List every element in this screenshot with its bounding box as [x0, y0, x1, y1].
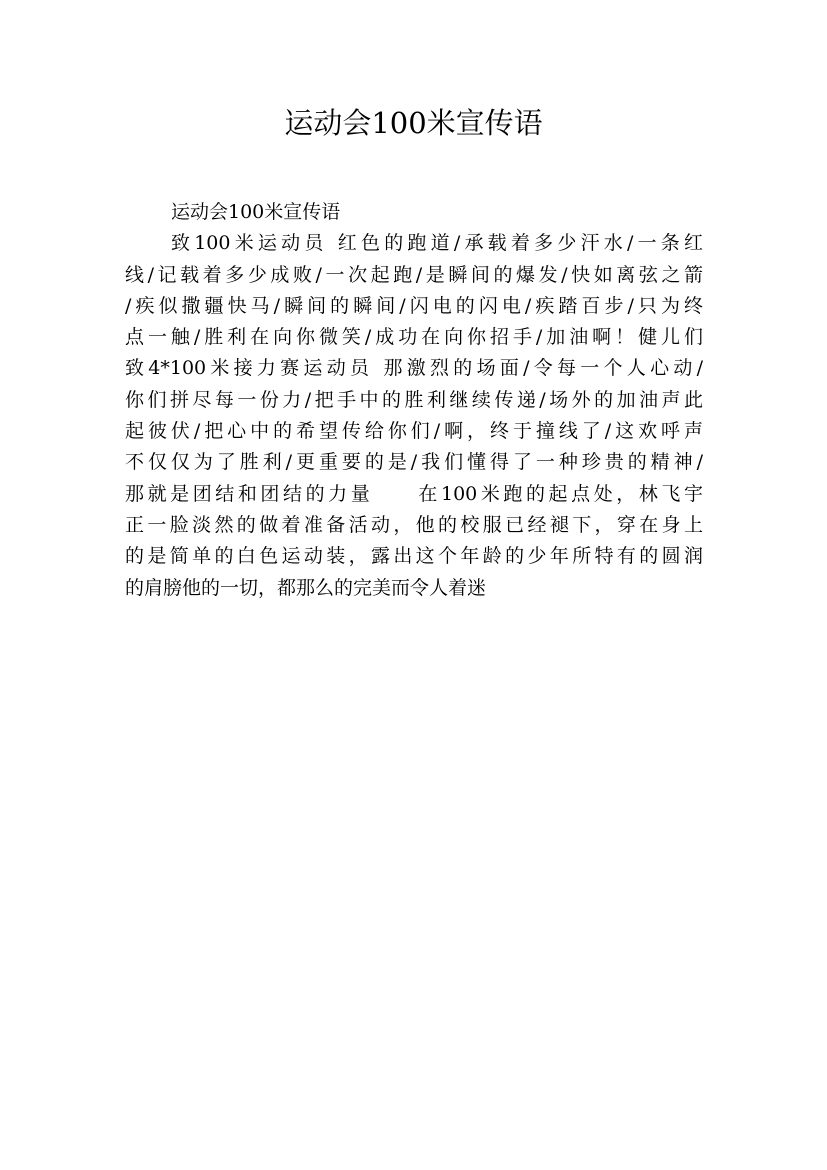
- body-line: 的是简单的白色运动装，露出这个年龄的少年所特有的圆润: [125, 545, 703, 568]
- document-body: [125, 197, 703, 604]
- body-line: /疾似撒疆快马/瞬间的瞬间/闪电的闪电/疾踏百步/只为终: [125, 294, 703, 317]
- body-line-last: 的肩膀他的一切，都那么的完美而令人着迷: [125, 576, 487, 599]
- body-line: 那就是团结和团结的力量 在100米跑的起点处，林飞宇: [125, 482, 703, 505]
- body-line: 点一触/胜利在向你微笑/成功在向你招手/加油啊！健儿们: [125, 326, 703, 349]
- body-line: 起彼伏/把心中的希望传给你们/啊，终于撞线了/这欢呼声: [125, 420, 703, 443]
- body-line: 线/记载着多少成败/一次起跑/是瞬间的爆发/快如离弦之箭: [125, 263, 703, 286]
- body-subtitle-line: 运动会100米宣传语: [171, 201, 341, 223]
- body-line: 不仅仅为了胜利/更重要的是/我们懂得了一种珍贵的精神/: [125, 451, 703, 474]
- document-title: 运动会100米宣传语: [284, 106, 543, 140]
- body-line: 你们拼尽每一份力/把手中的胜利继续传递/场外的加油声此: [125, 388, 703, 411]
- body-line: 致100米运动员 红色的跑道/承载着多少汗水/一条红: [171, 232, 703, 255]
- body-line: 致4*100米接力赛运动员 那激烈的场面/令每一个人心动/: [125, 357, 703, 380]
- body-line: 正一脸淡然的做着准备活动，他的校服已经褪下，穿在身上: [125, 513, 703, 536]
